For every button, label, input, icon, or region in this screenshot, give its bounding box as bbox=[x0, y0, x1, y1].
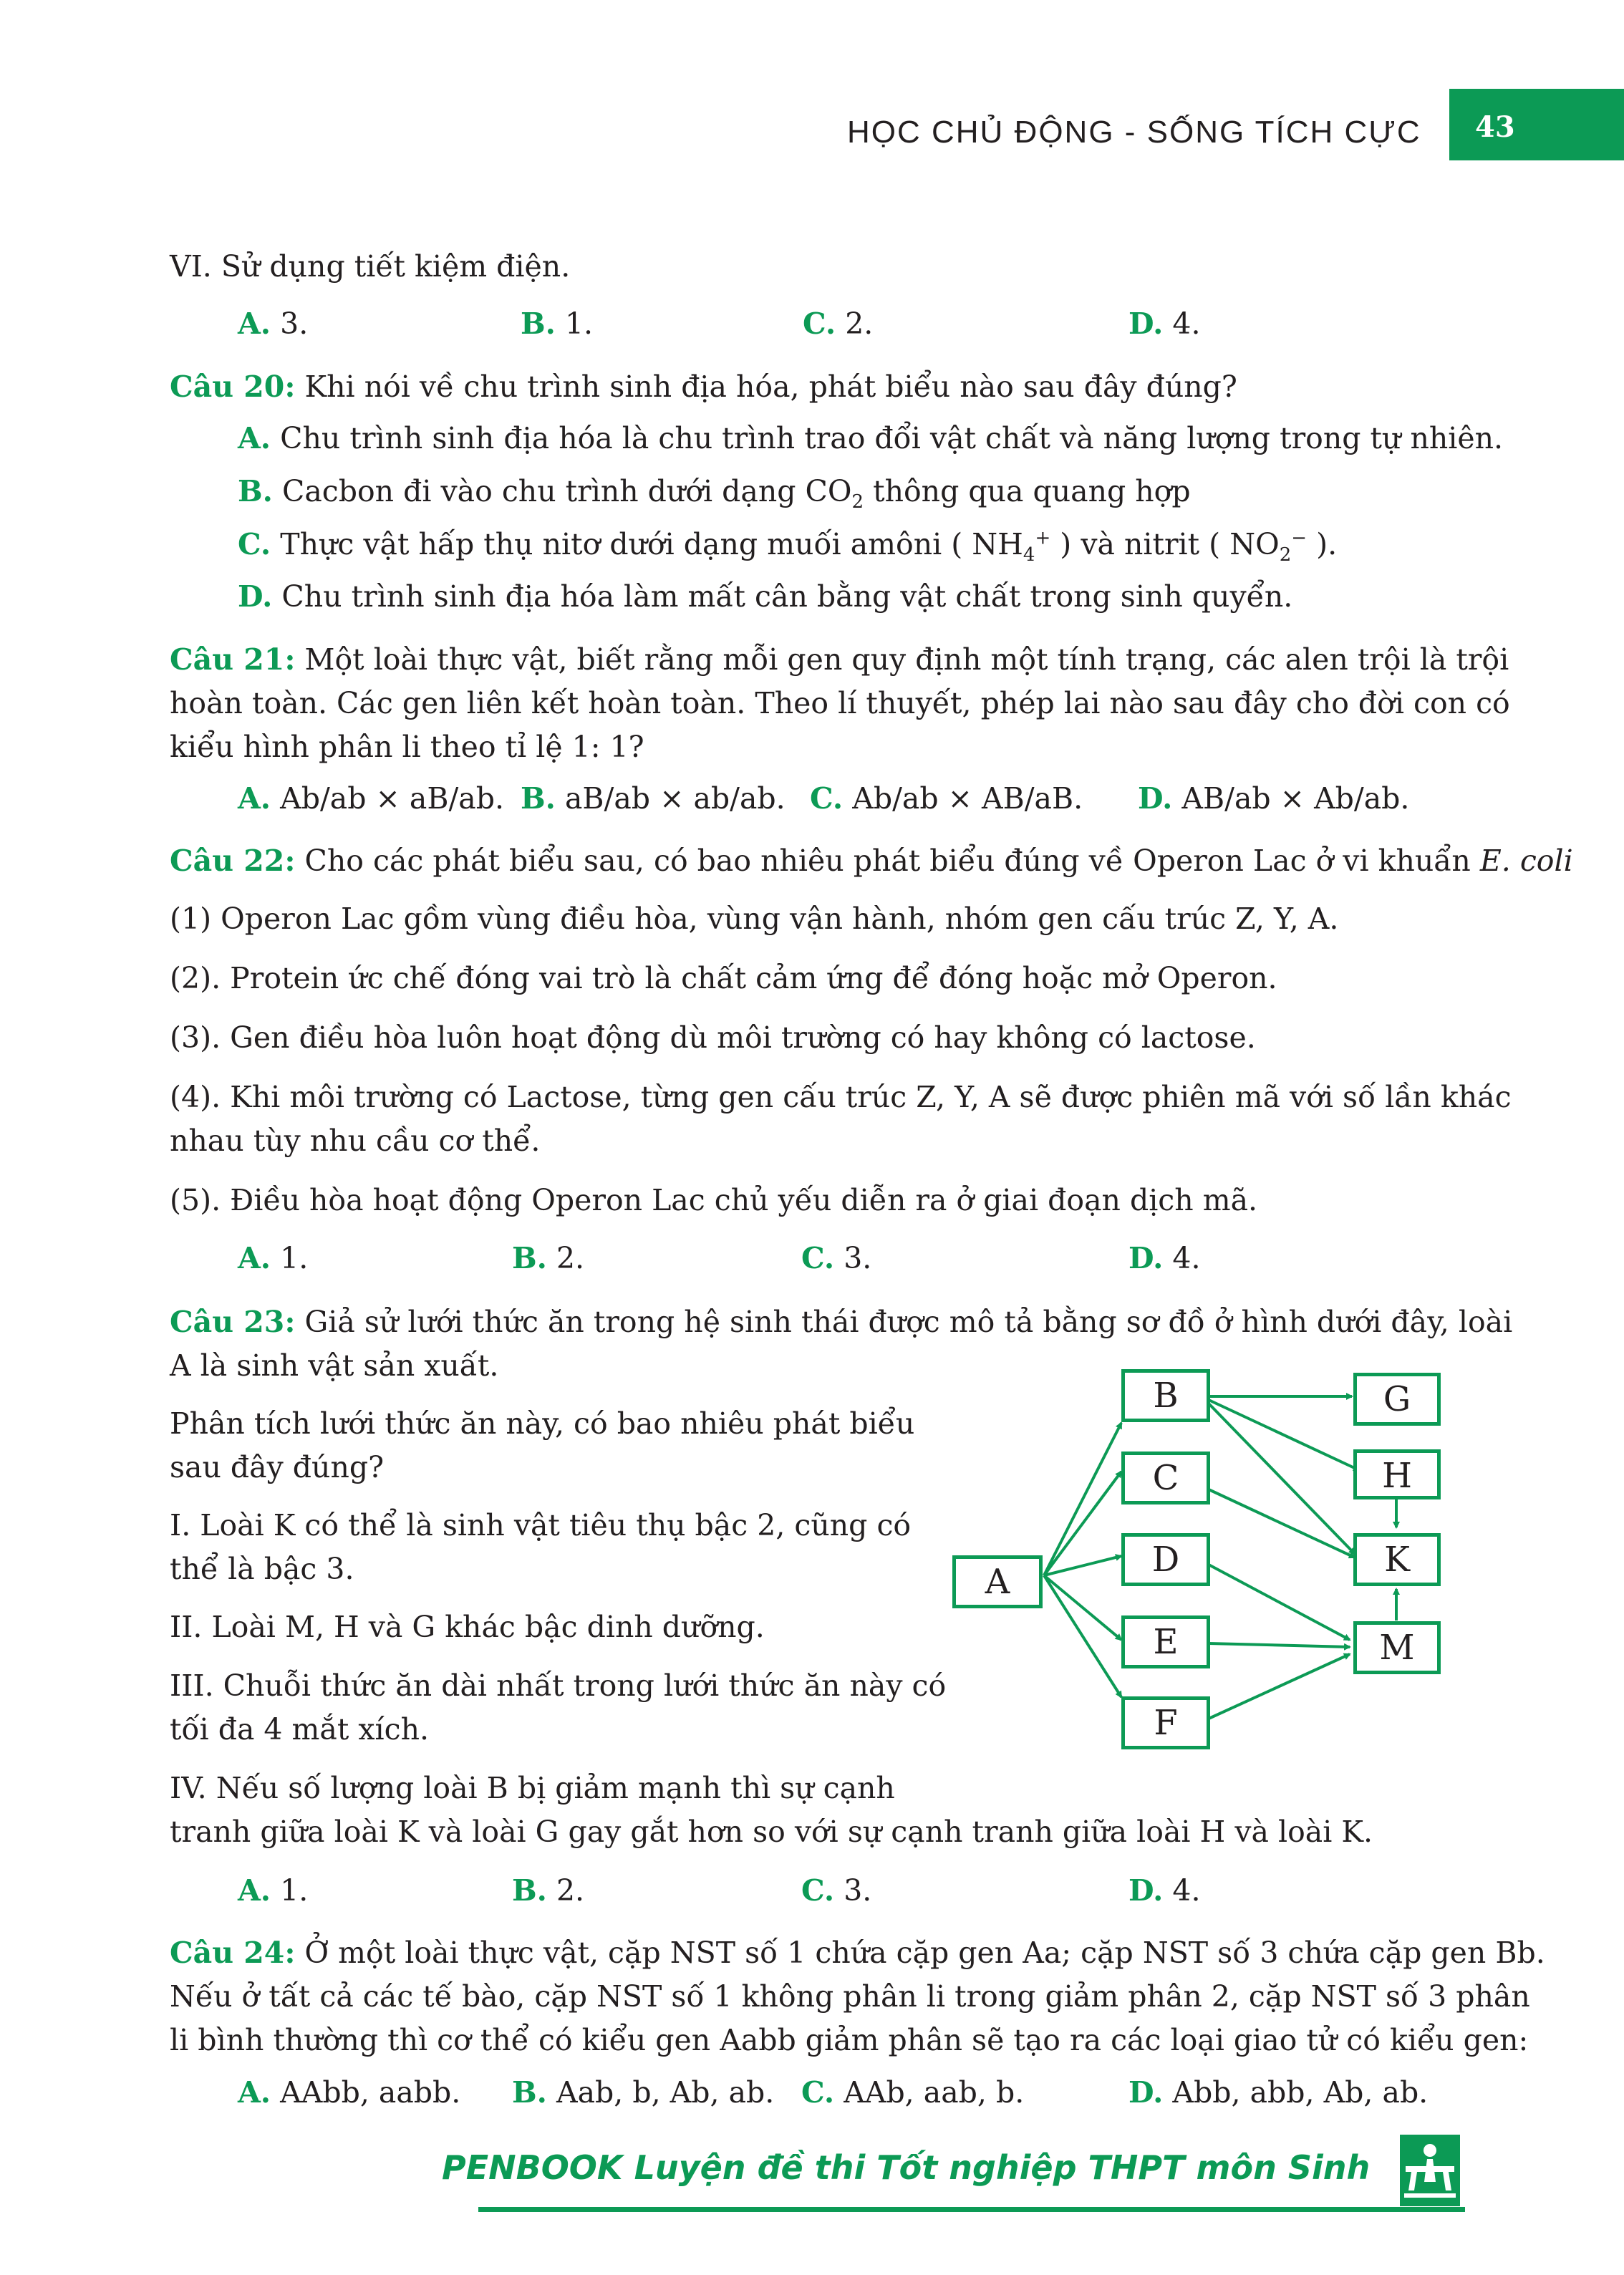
q23-option-d: D. 4. bbox=[1128, 1873, 1201, 1908]
node-f: F bbox=[1121, 1696, 1210, 1749]
q22-option-b: B. 2. bbox=[512, 1241, 585, 1275]
q21-option-d: D. AB/ab × Ab/ab. bbox=[1138, 781, 1410, 816]
node-d: D bbox=[1121, 1533, 1210, 1586]
edge-a-b bbox=[1044, 1423, 1121, 1575]
footer-title: PENBOOK Luyện đề thi Tốt nghiệp THPT môn Sinh bbox=[442, 2148, 1371, 2187]
q19-option-b: B. 1. bbox=[521, 306, 594, 341]
q23-statement-i-line2: thể là bậc 3. bbox=[170, 1552, 354, 1586]
node-g: G bbox=[1353, 1373, 1441, 1426]
q20-option-c: C. Thực vật hấp thụ nitơ dưới dạng muối amôni ( $NH_4^+$ ) và nitrit ( $NO_2^-$ ). bbox=[238, 527, 1338, 566]
q22-option-d: D. 4. bbox=[1128, 1241, 1201, 1275]
node-a: A bbox=[952, 1555, 1043, 1608]
q23-statement-ii: II. Loài M, H và G khác bậc dinh dưỡng. bbox=[170, 1610, 765, 1644]
q22-option-a: A. 1. bbox=[238, 1241, 309, 1275]
q22-statement-1: (1) Operon Lac gồm vùng điều hòa, vùng vận hành, nhóm gen cấu trúc Z, Y, A. bbox=[170, 902, 1339, 936]
q21-option-b: B. aB/ab × ab/ab. bbox=[521, 781, 786, 816]
statement-vi: VI. Sử dụng tiết kiệm điện. bbox=[170, 249, 571, 284]
q21-option-c: C. Ab/ab × AB/aB. bbox=[810, 781, 1083, 816]
q23-stem-line3: Phân tích lưới thức ăn này, có bao nhiêu phát biểu bbox=[170, 1406, 915, 1441]
q24-stem-line1: Câu 24: Ở một loài thực vật, cặp NST số 1 chứa cặp gen Aa; cặp NST số 3 chứa cặp gen Bb. bbox=[170, 1936, 1545, 1970]
q23-statement-i-line1: I. Loài K có thể là sinh vật tiêu thụ bậc 2, cũng có bbox=[170, 1508, 912, 1542]
q21-stem-line3: kiểu hình phân li theo tỉ lệ 1: 1? bbox=[170, 730, 644, 764]
q22-statement-4b: nhau tùy nhu cầu cơ thể. bbox=[170, 1124, 541, 1158]
edge-b-k bbox=[1209, 1404, 1355, 1554]
q21-stem-line2: hoàn toàn. Các gen liên kết hoàn toàn. Theo lí thuyết, phép lai nào sau đây cho đời con có bbox=[170, 686, 1510, 720]
q23-option-a: A. 1. bbox=[238, 1873, 309, 1908]
q23-statement-iv-line1: IV. Nếu số lượng loài B bị giảm mạnh thì sự cạnh bbox=[170, 1771, 895, 1805]
q23-option-b: B. 2. bbox=[512, 1873, 585, 1908]
q23-statement-iii-line2: tối đa 4 mắt xích. bbox=[170, 1712, 430, 1747]
q22-option-c: C. 3. bbox=[801, 1241, 872, 1275]
edge-d-m bbox=[1209, 1565, 1350, 1640]
q20-option-b: B. Cacbon đi vào chu trình dưới dạng $CO_2$ thông qua quang hợp bbox=[238, 474, 1191, 513]
q23-option-c: C. 3. bbox=[801, 1873, 872, 1908]
edge-a-e bbox=[1044, 1575, 1121, 1640]
q24-option-d: D. Abb, abb, Ab, ab. bbox=[1128, 2075, 1429, 2110]
node-c: C bbox=[1121, 1452, 1210, 1504]
edge-e-m bbox=[1209, 1643, 1350, 1647]
q19-option-d: D. 4. bbox=[1128, 306, 1201, 341]
q23-stem-line4: sau đây đúng? bbox=[170, 1450, 385, 1484]
q23-stem-line2: A là sinh vật sản xuất. bbox=[170, 1348, 499, 1383]
q24-stem-line3: li bình thường thì cơ thể có kiểu gen Aabb giảm phân sẽ tạo ra các loại giao tử có kiểu gen: bbox=[170, 2023, 1529, 2057]
q23-statement-iv-line2: tranh giữa loài K và loài G gay gắt hơn so với sự cạnh tranh giữa loài H và loài K. bbox=[170, 1815, 1373, 1849]
q20-stem: Câu 20: Khi nói về chu trình sinh địa hóa, phát biểu nào sau đây đúng? bbox=[170, 369, 1237, 404]
edge-c-k bbox=[1209, 1489, 1355, 1557]
node-e: E bbox=[1121, 1615, 1210, 1668]
node-b: B bbox=[1121, 1369, 1210, 1422]
node-m: M bbox=[1353, 1621, 1441, 1674]
edge-b-h bbox=[1209, 1400, 1359, 1470]
q23-stem-line1: Câu 23: Giả sử lưới thức ăn trong hệ sinh thái được mô tả bằng sơ đồ ở hình dưới đây, loài bbox=[170, 1305, 1513, 1339]
q20-option-d: D. Chu trình sinh địa hóa làm mất cân bằng vật chất trong sinh quyển. bbox=[238, 579, 1293, 614]
node-k: K bbox=[1353, 1533, 1441, 1586]
q19-option-c: C. 2. bbox=[803, 306, 874, 341]
q22-stem: Câu 22: Cho các phát biểu sau, có bao nhiêu phát biểu đúng về Operon Lac ở vi khuẩn E. coli bbox=[170, 844, 1573, 878]
q24-option-b: B. Aab, b, Ab, ab. bbox=[512, 2075, 775, 2110]
footer-rule bbox=[478, 2207, 1465, 2212]
edge-f-m bbox=[1209, 1654, 1350, 1719]
q22-statement-3: (3). Gen điều hòa luôn hoạt động dù môi trường có hay không có lactose. bbox=[170, 1020, 1256, 1055]
q21-option-a: A. Ab/ab × aB/ab. bbox=[238, 781, 505, 816]
q22-statement-2: (2). Protein ức chế đóng vai trò là chất cảm ứng để đóng hoặc mở Operon. bbox=[170, 961, 1277, 995]
edge-a-f bbox=[1044, 1575, 1121, 1697]
q21-stem-line1: Câu 21: Một loài thực vật, biết rằng mỗi gen quy định một tính trạng, các alen trội là trội bbox=[170, 642, 1509, 677]
node-h: H bbox=[1353, 1449, 1441, 1499]
q24-option-c: C. AAb, aab, b. bbox=[801, 2075, 1025, 2110]
running-header: HỌC CHỦ ĐỘNG - SỐNG TÍCH CỰC bbox=[847, 115, 1421, 150]
q19-option-a: A. 3. bbox=[238, 306, 309, 341]
q22-statement-5: (5). Điều hòa hoạt động Operon Lac chủ yếu diễn ra ở giai đoạn dịch mã. bbox=[170, 1183, 1258, 1217]
q24-stem-line2: Nếu ở tất cả các tế bào, cặp NST số 1 không phân li trong giảm phân 2, cặp NST số 3 phân bbox=[170, 1979, 1530, 2014]
q20-option-a: A. Chu trình sinh địa hóa là chu trình trao đổi vật chất và năng lượng trong tự nhiên. bbox=[238, 421, 1504, 455]
q23-statement-iii-line1: III. Chuỗi thức ăn dài nhất trong lưới thức ăn này có bbox=[170, 1668, 947, 1703]
q22-statement-4a: (4). Khi môi trường có Lactose, từng gen cấu trúc Z, Y, A sẽ được phiên mã với số lần khác bbox=[170, 1080, 1512, 1114]
penbook-logo-icon bbox=[1400, 2135, 1460, 2206]
page-number: 43 bbox=[1449, 89, 1624, 160]
q24-option-a: A. AAbb, aabb. bbox=[238, 2075, 461, 2110]
food-web-diagram bbox=[952, 1357, 1454, 1758]
